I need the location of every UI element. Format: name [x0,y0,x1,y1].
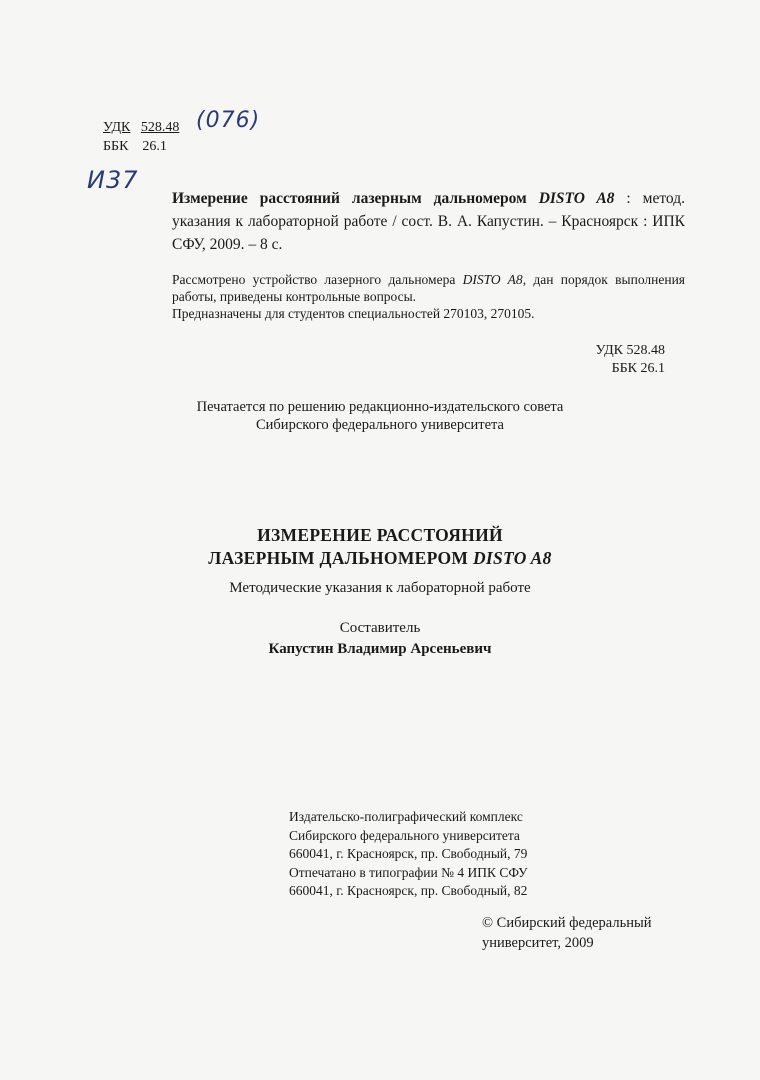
publisher-line: Отпечатано в типографии № 4 ИПК СФУ [289,864,528,880]
udk-value: 528.48 [140,120,180,135]
main-title-line-1: ИЗМЕРЕНИЕ РАССТОЯНИЙ [257,525,503,545]
subtitle: Методические указания к лабораторной работе [229,580,531,596]
handwritten-udk-suffix: (076) [196,108,261,133]
print-decision-line-1: Печатается по решению редакционно-издательского совета [196,399,564,415]
biblio-device: DISTO A8 [538,190,615,207]
bbk-top [103,139,167,155]
copyright-line-2: университет, 2009 [482,935,594,951]
abstract-paragraph-1 [172,271,685,305]
udk-top [103,120,179,136]
publisher-line: 660041, г. Красноярск, пр. Свободный, 82 [289,883,528,898]
udk-label: УДК [103,120,131,135]
compiler-label: Составитель [339,620,421,636]
bibliographic-record [172,187,685,256]
abstract [172,271,685,322]
main-title-line-2 [0,548,760,569]
compiler-name: Капустин Владимир Арсеньевич [268,641,492,657]
udk-right: УДК 528.48 [595,343,665,358]
copyright-line-1: © Сибирский федеральный [482,915,652,931]
publisher-info [289,808,528,901]
main-title-device: DISTO A8 [472,548,552,568]
print-decision-line-2: Сибирского федерального университета [256,417,504,433]
publisher-line: 660041, г. Красноярск, пр. Свободный, 79 [289,846,528,861]
print-decision [0,398,760,434]
publisher-line: Издательско-полиграфический комплекс [289,809,523,824]
abstract-paragraph-2: Предназначены для студентов специальностей 270103, 270105. [172,306,535,321]
abstract-prefix: Рассмотрено устройство лазерного дальномера [172,272,456,287]
biblio-details: : метод. указания к лабораторной работе / сост. В. А. Капустин. – Красноярск : ИПК СФУ, 2009. – 8 с. [172,190,685,253]
abstract-device: DISTO A8 [462,272,523,287]
handwritten-author-code: И37 [87,166,139,194]
copyright [482,913,651,953]
abstract-suffix: , дан порядок выполнения работы, приведены контрольные вопросы. [172,272,685,304]
publisher-line: Сибирского федерального университета [289,827,520,843]
bbk-label: ББК [103,139,129,154]
bbk-value: 26.1 [142,139,167,154]
bbk-right: ББК 26.1 [611,361,665,376]
biblio-title: Измерение расстояний лазерным дальномером [172,190,527,207]
main-title-text: ЛАЗЕРНЫМ ДАЛЬНОМЕРОМ [208,548,469,568]
